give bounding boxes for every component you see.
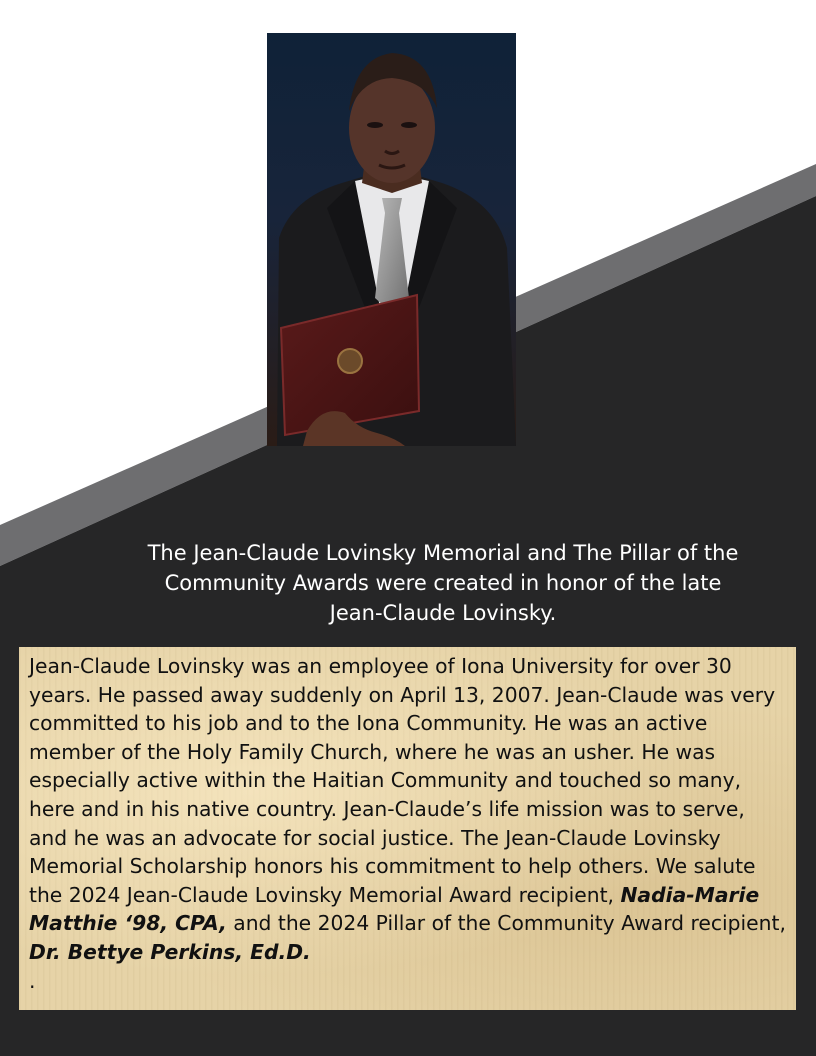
recipient-name-1: Nadia-Marie Matthie ‘98, CPA, [29,882,760,936]
biography-text-part-1: Jean-Claude Lovinsky was an employee of Iona University for over 30 years. He passed away suddenly on April 13, 2007. Jean-Claude was very committed to his job and to the Iona Community. He was an active member of the Holy Family Church, where he was an usher. He was especially active within the Haitian Community and touched so many, here and in his native country. Jean-Claude’s life mission was to serve, and he was an advocate for social justice. The Jean-Claude Lovinsky Memorial Scholarship honors his commitment to help others. We salute the 2024 Jean-Claude Lovinsky Memorial Award recipient, [29,654,776,907]
intro-line-3: Jean-Claude Lovinsky. [329,601,557,625]
recipient-name-2: Dr. Bettye Perkins, Ed.D. [29,939,311,964]
trailing-period: . [29,968,36,993]
intro-caption [70,538,816,628]
intro-line-1: The Jean-Claude Lovinsky Memorial and The Pillar of the [147,541,739,565]
portrait-photo [267,33,516,446]
biography-panel [19,647,796,1010]
biography-text-part-2: and the 2024 Pillar of the Community Award recipient, [226,911,786,936]
intro-line-2: Community Awards were created in honor of the late [164,571,722,595]
